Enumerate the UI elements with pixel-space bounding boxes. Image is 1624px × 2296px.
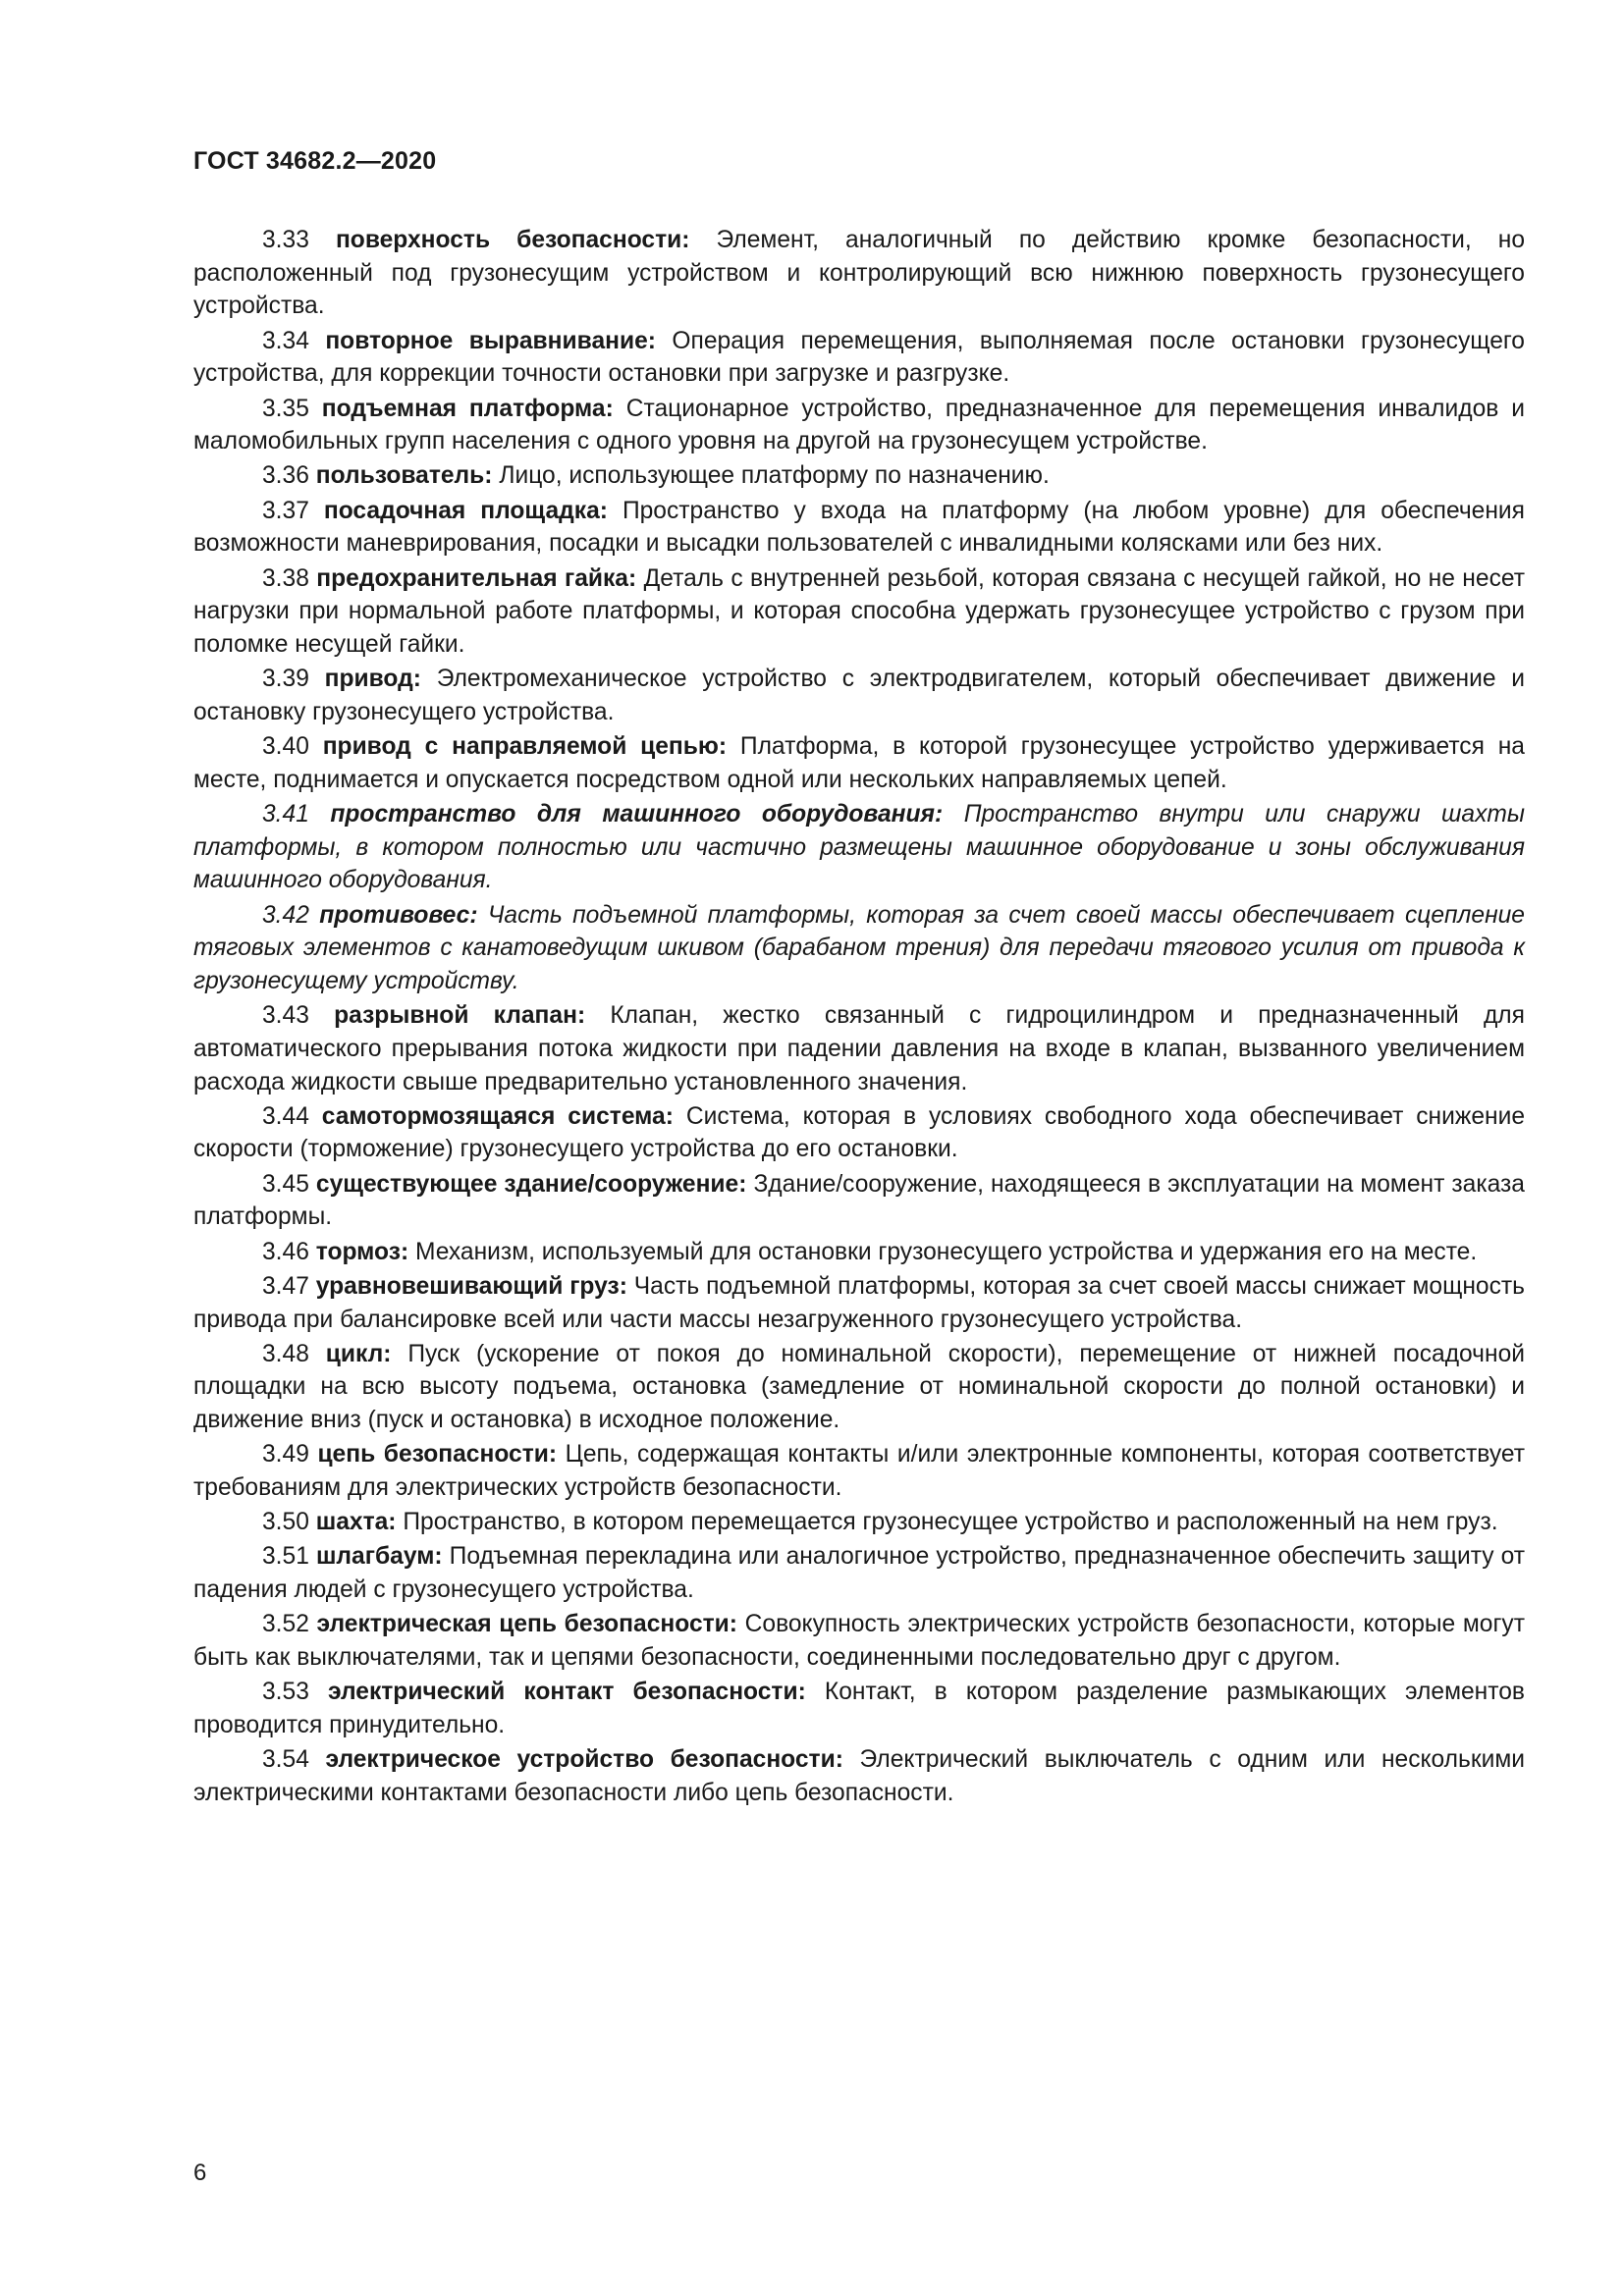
entry-term: противовес: — [319, 901, 478, 929]
definition-entry — [193, 1506, 1525, 1539]
definition-entry — [193, 1270, 1525, 1336]
entry-number: 3.48 — [262, 1340, 309, 1367]
entry-number: 3.52 — [262, 1611, 309, 1638]
entry-definition: Часть подъемной платформы, которая за счет своей массы снижает мощность привода при балансировке всей или части массы незагруженного грузонесущего устройства. — [193, 1272, 1525, 1333]
definition-entry — [193, 730, 1525, 796]
entry-number: 3.40 — [262, 733, 309, 761]
entry-term: электрическое устройство безопасности: — [325, 1746, 843, 1774]
definition-entry — [193, 1608, 1525, 1674]
entry-term: предохранительная гайка: — [316, 564, 637, 592]
entry-number: 3.53 — [262, 1679, 309, 1706]
entry-number: 3.33 — [262, 227, 309, 253]
entry-definition: Операция перемещения, выполняемая после остановки грузонесущего устройства, для коррекции точности остановки при загрузке и разгрузке. — [193, 327, 1525, 388]
definition-entry — [193, 663, 1525, 728]
entry-number: 3.47 — [262, 1272, 309, 1300]
entry-term: повторное выравнивание: — [325, 327, 656, 354]
entry-number: 3.34 — [262, 327, 309, 354]
entry-number: 3.43 — [262, 1002, 309, 1030]
entry-definition: Контакт, в котором разделение размыкающих элементов проводится принудительно. — [193, 1679, 1525, 1738]
entry-number: 3.37 — [262, 497, 309, 524]
document-header: ГОСТ 34682.2—2020 — [193, 147, 437, 175]
entry-definition: Клапан, жестко связанный с гидроцилиндром и предназначенный для автоматического прерывания потока жидкости при падении давления на входе в клапан, вызванного увеличением расхода жидкости свыше предварительно установленного значения. — [193, 1002, 1525, 1095]
entry-term: уравновешивающий груз: — [315, 1272, 627, 1300]
page-number: 6 — [193, 2160, 207, 2186]
entry-definition: Пуск (ускорение от покоя до номинальной скорости), перемещение от нижней посадочной площадки на всю высоту подъема, остановка (замедление от номинальной скорости до полной остановки) и движение вниз (пуск и остановка) в исходное положение. — [193, 1340, 1525, 1434]
entry-number: 3.36 — [262, 462, 309, 490]
entry-definition: Электрический выключатель с одним или несколькими электрическими контактами безопасности либо цепь безопасности. — [193, 1746, 1525, 1806]
definition-entry — [193, 1540, 1525, 1606]
entry-definition: Деталь с внутренней резьбой, которая связана с несущей гайкой, но не несет нагрузки при нормальной работе платформы, и которая способна удержать грузонесущее устройство с грузом при поломке несущей гайки. — [193, 564, 1525, 658]
entry-number: 3.54 — [262, 1746, 309, 1774]
entry-number: 3.39 — [262, 666, 309, 693]
definition-entry — [193, 562, 1525, 662]
entry-term: поверхность безопасности: — [335, 227, 690, 253]
entry-term: электрическая цепь безопасности: — [316, 1611, 737, 1638]
entry-definition: Пространство у входа на платформу (на любом уровне) для обеспечения возможности маневрирования, посадки и высадки пользователей с инвалидными колясками или без них. — [193, 497, 1525, 558]
entry-definition: Лицо, использующее платформу по назначению. — [499, 462, 1050, 490]
entry-number: 3.46 — [262, 1238, 309, 1265]
entry-term: цепь безопасности: — [317, 1441, 558, 1468]
entry-term: электрический контакт безопасности: — [328, 1679, 806, 1706]
entry-definition: Элемент, аналогичный по действию кромке безопасности, но расположенный под грузонесущим устройством и контролирующий всю нижнюю поверхность грузонесущего устройства. — [193, 227, 1525, 320]
entry-definition: Платформа, в которой грузонесущее устройство удерживается на месте, поднимается и опускается посредством одной или нескольких направляемых цепей. — [193, 733, 1525, 793]
entry-term: подъемная платформа: — [321, 395, 614, 422]
entry-number: 3.49 — [262, 1441, 309, 1468]
definition-entry — [193, 325, 1525, 391]
entry-number: 3.35 — [262, 395, 309, 422]
entry-definition: Часть подъемной платформы, которая за счет своей массы обеспечивает сцепление тяговых элементов с канатоведущим шкивом (барабаном трения) для передачи тягового усилия от привода к грузонесущему устройству. — [193, 901, 1525, 994]
entry-number: 3.51 — [262, 1543, 309, 1571]
entry-definition: Подъемная перекладина или аналогичное устройство, предназначенное обеспечить защиту от падения людей с грузонесущего устройства. — [193, 1543, 1525, 1604]
entry-definition: Совокупность электрических устройств безопасности, которые могут быть как выключателями, так и цепями безопасности, соединенными последовательно друг с другом. — [193, 1611, 1525, 1672]
entry-definition: Механизм, используемый для остановки грузонесущего устройства и удержания его на месте. — [415, 1238, 1478, 1265]
definition-entry — [193, 1338, 1525, 1437]
definition-entry — [193, 999, 1525, 1098]
entry-term: пространство для машинного оборудования: — [330, 800, 944, 828]
entry-number: 3.42 — [262, 901, 309, 929]
definition-entry — [193, 1100, 1525, 1166]
entry-term: цикл: — [325, 1340, 392, 1367]
entry-number: 3.50 — [262, 1509, 309, 1536]
entry-term: привод: — [324, 666, 421, 693]
entry-term: самотормозящаяся система: — [321, 1102, 674, 1130]
definition-entry — [193, 899, 1525, 998]
entry-number: 3.41 — [262, 800, 309, 828]
definition-entry — [193, 1743, 1525, 1809]
entry-term: шахта: — [315, 1509, 397, 1536]
entry-definition: Система, которая в условиях свободного хода обеспечивает снижение скорости (торможение) грузонесущего устройства до его остановки. — [193, 1102, 1526, 1163]
entry-number: 3.45 — [262, 1170, 309, 1198]
entry-number: 3.44 — [262, 1102, 309, 1130]
definition-entry — [193, 1438, 1525, 1504]
entry-term: привод с направляемой цепью: — [322, 733, 728, 761]
entry-term: посадочная площадка: — [323, 497, 608, 524]
definition-entry — [193, 798, 1525, 897]
entry-definition: Стационарное устройство, предназначенное для перемещения инвалидов и маломобильных групп населения с одного уровня на другой на грузонесущем устройстве. — [193, 395, 1525, 455]
definition-entry — [193, 1168, 1525, 1234]
entry-definition: Электромеханическое устройство с электродвигателем, который обеспечивает движение и остановку грузонесущего устройства. — [193, 666, 1525, 725]
entry-term: существующее здание/сооружение: — [315, 1170, 747, 1198]
definition-entry — [193, 1236, 1525, 1269]
entry-term: пользователь: — [315, 462, 493, 490]
definition-entry — [193, 495, 1525, 561]
entry-number: 3.38 — [262, 564, 309, 592]
entry-definition: Здание/сооружение, находящееся в эксплуатации на момент заказа платформы. — [193, 1170, 1525, 1231]
entry-definition: Цепь, содержащая контакты и/или электронные компоненты, которая соответствует требованиям для электрических устройств безопасности. — [193, 1441, 1525, 1502]
entry-term: шлагбаум: — [315, 1543, 443, 1571]
definition-entry — [193, 393, 1525, 458]
entry-term: тормоз: — [315, 1238, 409, 1265]
entry-term: разрывной клапан: — [334, 1002, 586, 1030]
definitions-list — [193, 224, 1525, 1811]
entry-definition: Пространство, в котором перемещается грузонесущее устройство и расположенный на нем груз. — [403, 1509, 1498, 1536]
definition-entry — [193, 1676, 1525, 1741]
definition-entry — [193, 224, 1525, 323]
entry-definition: Пространство внутри или снаружи шахты платформы, в котором полностью или частично размещены машинное оборудование и зоны обслуживания машинного оборудования. — [193, 800, 1525, 894]
definition-entry — [193, 459, 1525, 493]
